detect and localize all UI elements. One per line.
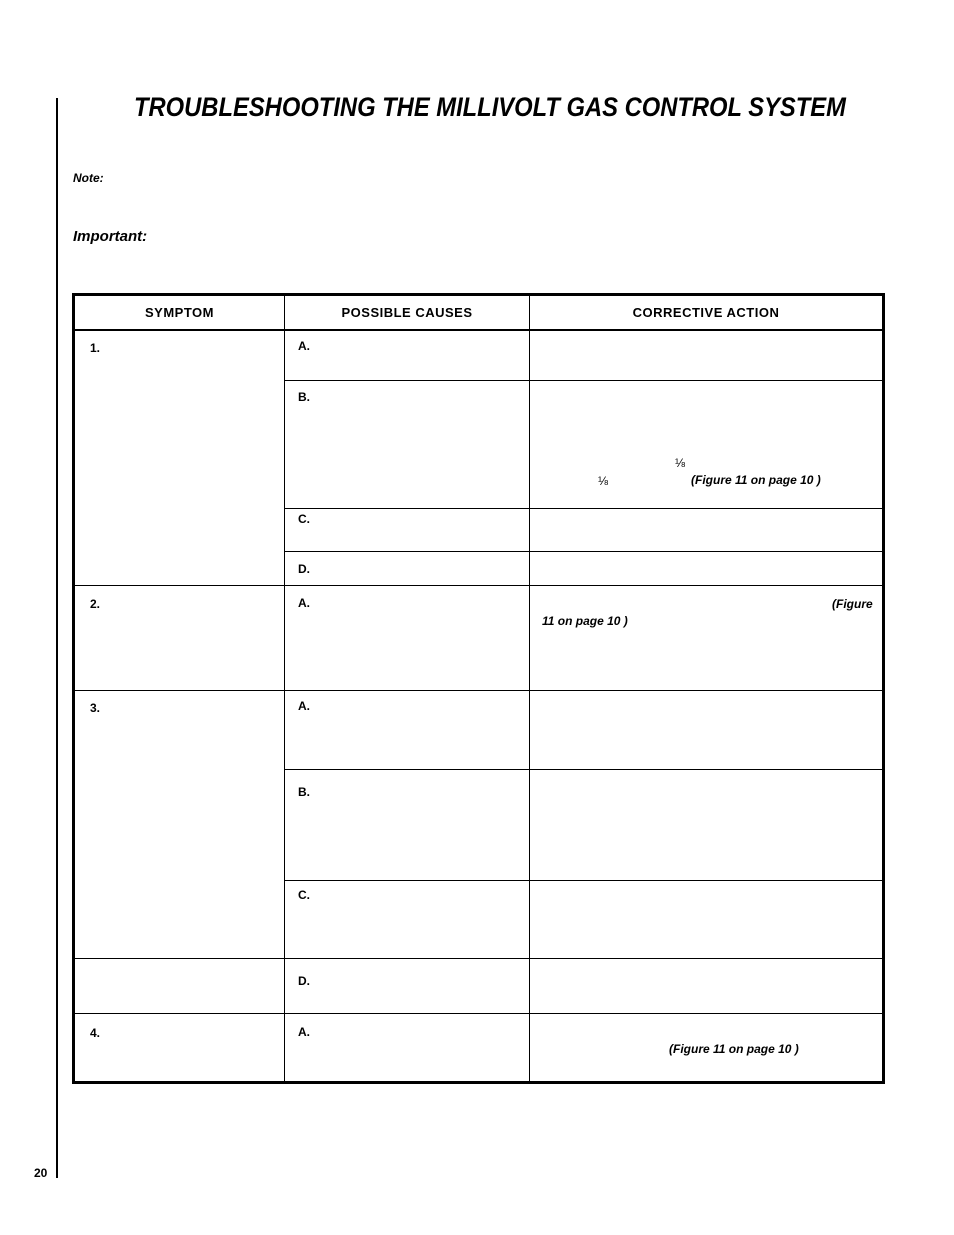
cause-letter: D. (298, 562, 310, 576)
header-possible-causes: POSSIBLE CAUSES (341, 305, 473, 320)
header-corrective-action: CORRECTIVE ACTION (632, 305, 780, 320)
troubleshooting-table (72, 293, 885, 1084)
symptom-number: 3. (90, 701, 101, 715)
cause-letter: B. (298, 390, 310, 404)
row-divider (284, 508, 882, 509)
row-divider (284, 551, 882, 552)
row-divider (284, 880, 882, 881)
figure-reference: (Figure (832, 597, 873, 611)
note-label: Note: (73, 171, 104, 185)
row-divider (284, 769, 882, 770)
page-title: TROUBLESHOOTING THE MILLIVOLT GAS CONTROL SYSTEM (134, 92, 846, 122)
fraction-text: ⅛ (675, 456, 686, 470)
cause-letter: A. (298, 1025, 310, 1039)
symptom-number: 4. (90, 1026, 101, 1040)
column-divider (284, 296, 285, 1081)
cause-letter: C. (298, 888, 310, 902)
row-divider (75, 585, 882, 586)
row-divider (75, 1013, 882, 1014)
fraction-text: ⅛ (598, 474, 609, 488)
page-number: 20 (34, 1166, 48, 1180)
row-divider (284, 380, 882, 381)
figure-reference: (Figure 11 on page 10 ) (691, 473, 821, 487)
figure-reference: 11 on page 10 ) (542, 614, 628, 628)
symptom-number: 1. (90, 341, 101, 355)
cause-letter: B. (298, 785, 310, 799)
cause-letter: C. (298, 512, 310, 526)
header-symptom: SYMPTOM (145, 305, 214, 320)
header-divider (75, 329, 882, 331)
column-divider (529, 296, 530, 1081)
figure-reference: (Figure 11 on page 10 ) (669, 1042, 799, 1056)
cause-letter: A. (298, 699, 310, 713)
cause-letter: A. (298, 596, 310, 610)
cause-letter: D. (298, 974, 310, 988)
row-divider (75, 958, 882, 959)
cause-letter: A. (298, 339, 310, 353)
row-divider (75, 690, 882, 691)
margin-rule (56, 98, 58, 1178)
symptom-number: 2. (90, 597, 101, 611)
important-label: Important: (73, 228, 148, 245)
